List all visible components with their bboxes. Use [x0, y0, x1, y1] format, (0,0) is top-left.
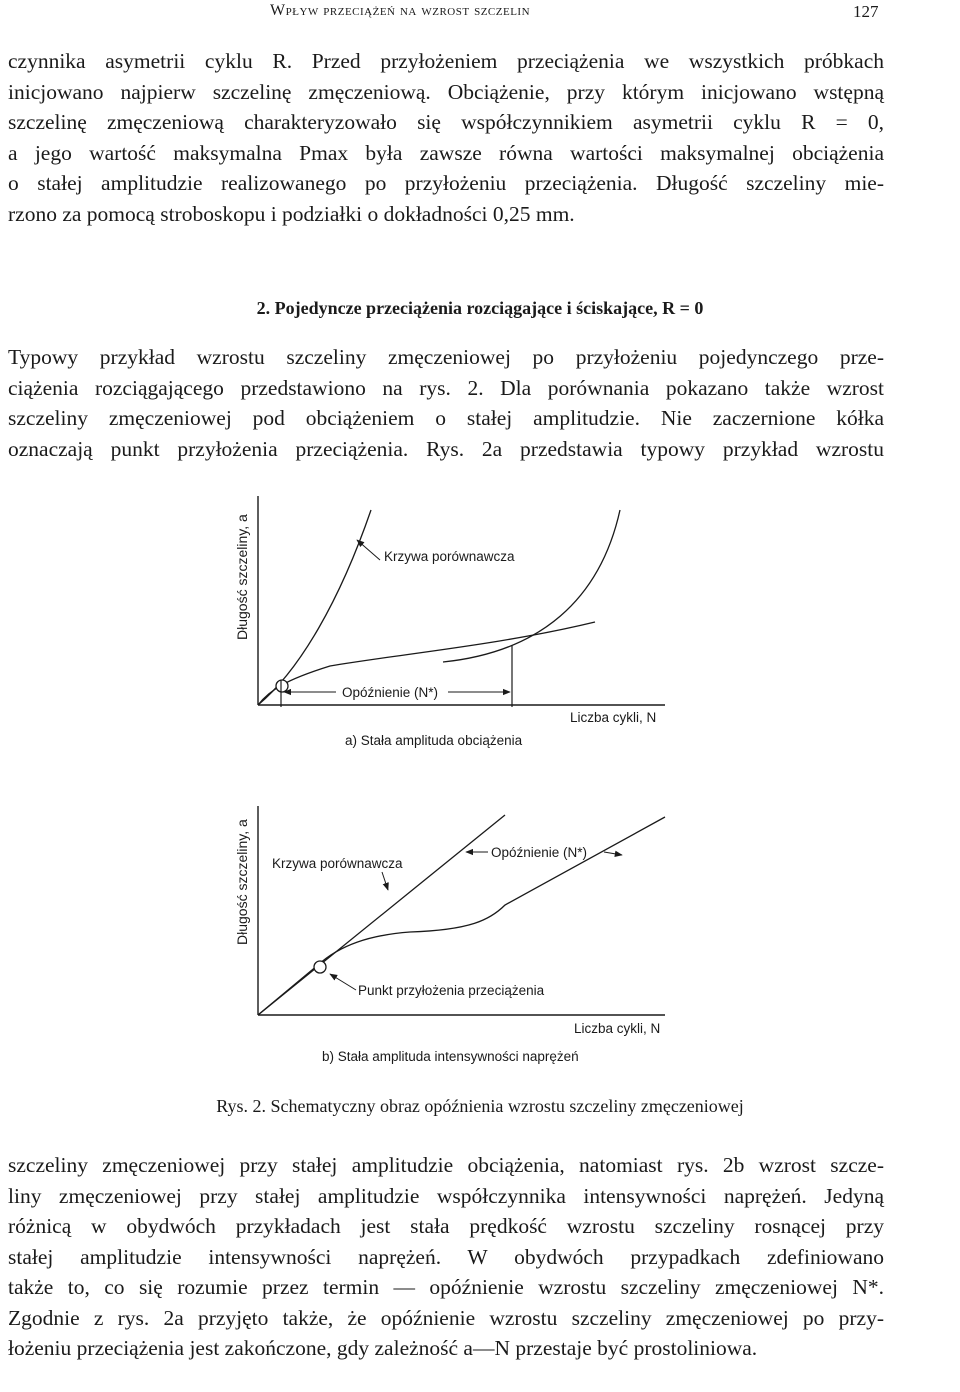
y-axis-label: Długość szczeliny, a	[234, 514, 250, 640]
text-line: stałej amplitudzie intensywności naprężeń. W obydwóch przypadkach zdefiniowano	[8, 1244, 884, 1269]
figure-b	[234, 806, 665, 1064]
text-line: rzono za pomocą stroboskopu i podziałki o dokładności 0,25 mm.	[8, 201, 575, 226]
text-line: o stałej amplitudzie realizowanego po przyłożeniu przeciążenia. Długość szczeliny mie-	[8, 171, 884, 195]
text-line: Zgodnie z rys. 2a przyjęto także, że opóźnienie wzrostu szczeliny zmęczeniowej po przy-	[8, 1305, 884, 1330]
leader-line	[357, 540, 380, 560]
overload-point	[276, 680, 288, 692]
text-line: także to, co się rozumie przez termin — opóźnienie wzrostu szczeliny zmęczeniowej N*.	[8, 1275, 884, 1299]
comparison-curve	[258, 510, 371, 705]
figure-b-subcaption: b) Stała amplituda intensywności naprężeń	[322, 1049, 579, 1064]
delayed-growth-curve-tail	[443, 510, 620, 662]
text-line: liny zmęczeniowej przy stałej amplitudzie współczynnika intensywności naprężeń. Jedyną	[8, 1183, 884, 1208]
delay-arrow-right	[604, 852, 622, 855]
curve-label: Krzywa porównawcza	[384, 549, 515, 564]
text-line: szczelinę zmęczeniową charakteryzowało się współczynnikiem asymetrii cyklu R = 0,	[8, 110, 884, 134]
figure-a-subcaption: a) Stała amplituda obciążenia	[345, 733, 523, 748]
leader-line	[382, 872, 388, 890]
text-line: szczeliny zmęczeniowej przy stałej amplitudzie obciążenia, natomiast rys. 2b wzrost szcze-	[8, 1153, 884, 1177]
curve-label: Krzywa porównawcza	[272, 856, 403, 871]
y-axis-label: Długość szczeliny, a	[234, 819, 250, 945]
text-line: ciążenia rozciągającego przedstawiono na rys. 2. Dla porównania pokazano także wzrost	[8, 375, 884, 400]
figure-a	[234, 496, 665, 748]
delay-label: Opóźnienie (N*)	[491, 845, 588, 860]
text-line: różnicą w obydwóch przykładach jest stała prędkość wzrostu szczeliny rosnącej przy	[8, 1214, 884, 1238]
point-leader-line	[330, 974, 356, 990]
text-line: oznaczają punkt przyłożenia przeciążenia. Rys. 2a przedstawia typowy przykład wzrostu	[8, 436, 884, 461]
text-line: łożeniu przeciążenia jest zakończone, gdy zależność a—N przestaje być prostoliniowa.	[8, 1336, 758, 1360]
overload-point	[314, 961, 326, 973]
text-line: czynnika asymetrii cyklu R. Przed przyłożeniem przeciążenia we wszystkich próbkach	[8, 49, 884, 73]
text-line: Typowy przykład wzrostu szczeliny zmęczeniowej po przyłożeniu pojedynczego prze-	[8, 345, 884, 369]
running-head-title: Wpływ przeciążeń na wzrost szczelin	[270, 2, 531, 19]
text-line: a jego wartość maksymalna Pmax była zawsze równa wartości maksymalnej obciążenia	[8, 140, 884, 165]
text-line: szczeliny zmęczeniowej pod obciążeniem o stałej amplitudzie. Nie zaczernione kółka	[8, 406, 884, 430]
figure-caption: Rys. 2. Schematyczny obraz opóźnienia wzrostu szczeliny zmęczeniowej	[216, 1096, 744, 1116]
paragraph-continuation	[8, 1150, 884, 1364]
x-axis-label: Liczba cykli, N	[570, 710, 657, 725]
x-axis-label: Liczba cykli, N	[574, 1021, 661, 1036]
point-label: Punkt przyłożenia przeciążenia	[358, 983, 545, 998]
section-title: 2. Pojedyncze przeciążenia rozciągające i ściskające, R = 0	[256, 298, 704, 318]
text-line: inicjowano najpierw szczelinę zmęczeniową. Obciążenie, przy którym inicjowano wstępną	[8, 79, 884, 104]
delay-label: Opóźnienie (N*)	[342, 685, 439, 700]
page-number: 127	[853, 2, 879, 21]
